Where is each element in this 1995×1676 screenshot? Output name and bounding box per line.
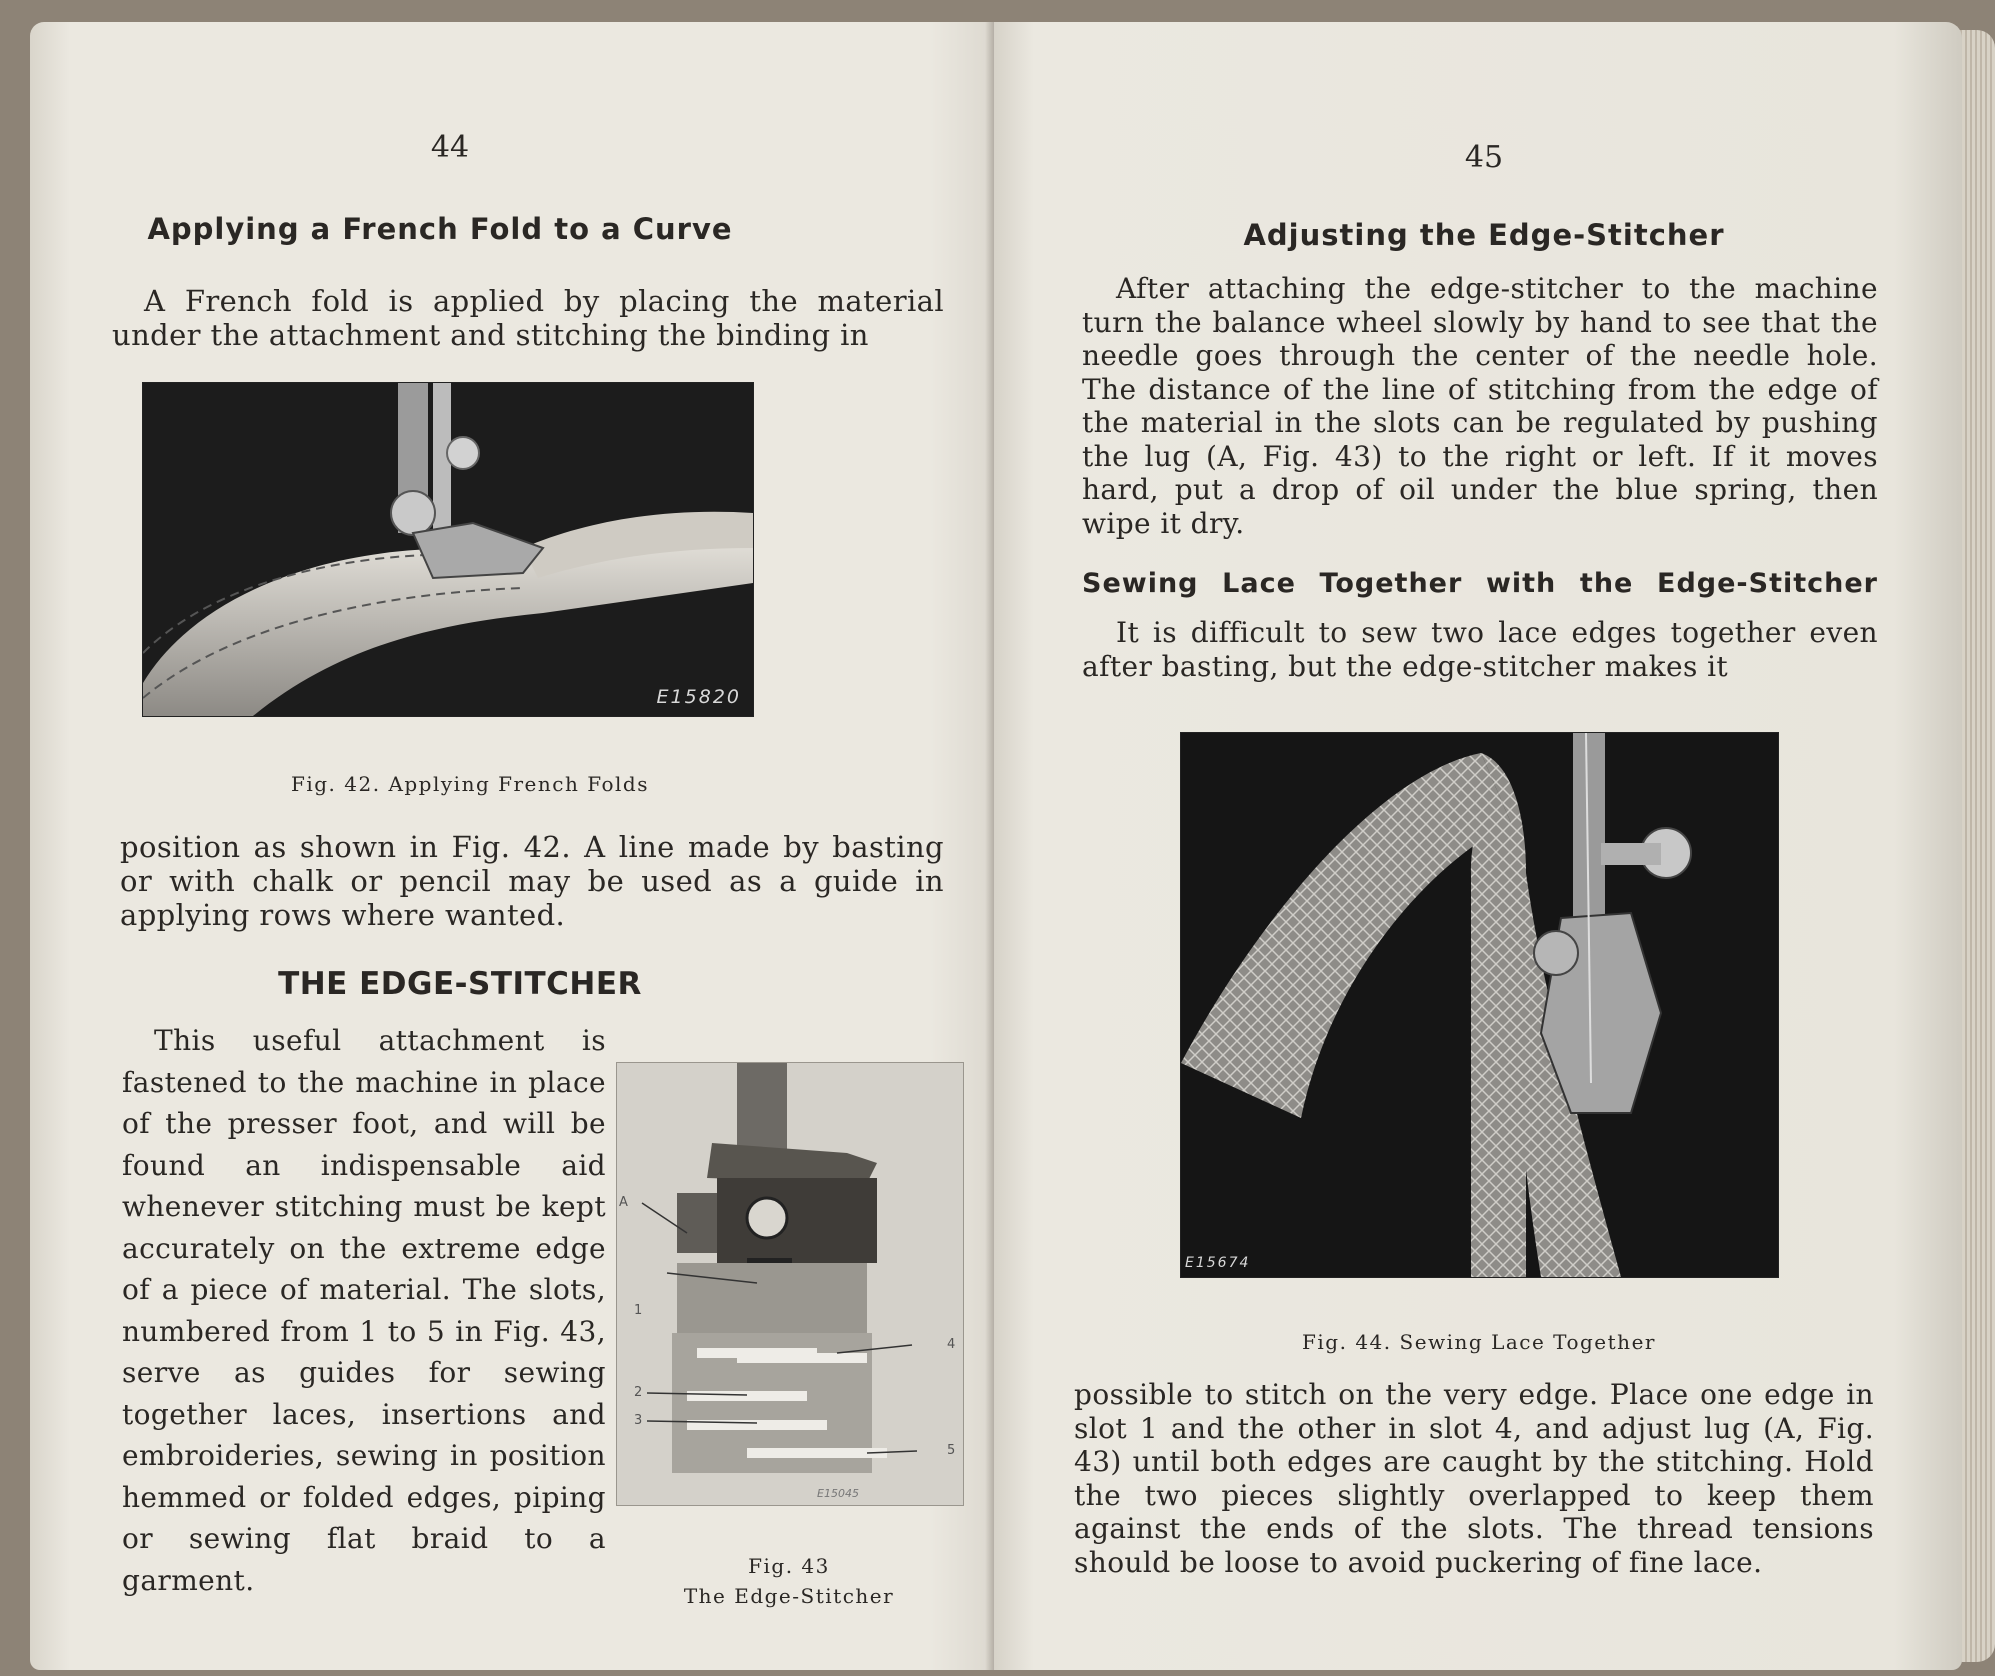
page-number: 44 — [430, 130, 470, 165]
figure-caption: Fig. 42. Applying French Folds — [290, 772, 650, 796]
figure-code: E15820 — [656, 686, 741, 708]
paragraph: After attaching the edge-stitcher to the machine turn the balance wheel slowly by hand to see that the needle goes through the center of the needle hole. The distance of the line of stitching from the edge of the material in the slots can be regulated by pushing the lug (A, Fig. 43) to the right or left. If it moves hard, put a drop of oil under the blue spring, then wipe it dry. — [1082, 272, 1878, 540]
left-page — [30, 22, 994, 1670]
figure-label: 3 — [634, 1413, 643, 1428]
paragraph: possible to stitch on the very edge. Place one edge in slot 1 and the other in slot 4, and adjust lug (A, Fig. 43) until both edges are caught by the stitching. Hold the two pieces slightly overlapped to keep them against the ends of the slots. The thread tensions should be loose to avoid puckering of fine lace. — [1074, 1378, 1874, 1579]
figure-43-photo — [616, 1062, 964, 1506]
paragraph: It is difficult to sew two lace edges together even after basting, but the edge-stitcher makes it — [1082, 616, 1878, 683]
french-fold-illustration — [143, 383, 753, 716]
figure-44-photo — [1180, 732, 1779, 1278]
paragraph: position as shown in Fig. 42. A line made by basting or with chalk or pencil may be used as a guide in applying rows where wanted. — [120, 830, 944, 932]
figure-label: 2 — [634, 1385, 643, 1400]
figure-caption: The Edge-Stitcher — [683, 1584, 895, 1608]
lace-sewing-illustration — [1181, 733, 1778, 1277]
figure-code: E15674 — [1185, 1255, 1251, 1271]
figure-code: E15045 — [817, 1487, 859, 1500]
section-heading: THE EDGE-STITCHER — [278, 966, 642, 1002]
paragraph: A French fold is applied by placing the material under the attachment and stitching the binding in — [112, 284, 944, 352]
edge-stitcher-illustration — [617, 1063, 963, 1505]
section-heading: Adjusting the Edge-Stitcher — [1243, 218, 1725, 252]
figure-caption: Fig. 43 — [748, 1554, 830, 1578]
figure-label: 5 — [947, 1443, 956, 1458]
page-number: 45 — [1464, 140, 1504, 175]
figure-label: 1 — [634, 1303, 643, 1318]
subheading: Sewing Lace Together with the Edge-Stitcher — [1082, 568, 1878, 599]
figure-caption: Fig. 44. Sewing Lace Together — [1302, 1330, 1656, 1354]
figure-label: 4 — [947, 1337, 956, 1352]
right-page — [994, 22, 1962, 1670]
figure-42-photo — [142, 382, 754, 717]
figure-label: A — [619, 1195, 628, 1210]
paragraph: This useful attachment is fastened to the machine in place of the presser foot, and will be found an indispensable aid whenever stitching must be kept accurately on the extreme edge of a piece of material. The slots, numbered from 1 to 5 in Fig. 43, serve as guides for sewing together laces, insertions and embroideries, sewing in position hemmed or folded edges, piping or sewing flat braid to a garment. — [122, 1024, 606, 1597]
section-heading: Applying a French Fold to a Curve — [147, 212, 733, 246]
